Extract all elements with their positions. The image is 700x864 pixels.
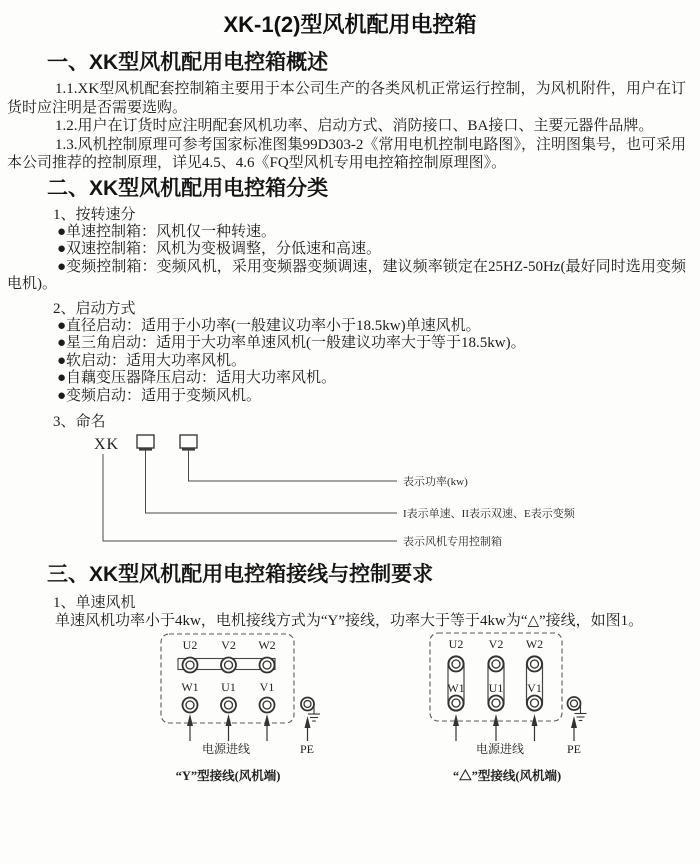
- naming-label-type: 表示风机专用控制箱: [403, 536, 502, 548]
- speed-item-vfd: ●变频控制箱：变频风机，采用变频器变频调速，建议频率锁定在25HZ-50Hz(最好同时选用变频电机)。: [7, 258, 686, 292]
- terminal: [489, 656, 504, 671]
- wiring-diagrams: [0, 631, 700, 800]
- arrow-up-icon: [305, 716, 311, 741]
- section-classification-heading: 二、XK型风机配用电控箱分类: [47, 176, 329, 200]
- pe-terminal: [301, 697, 314, 710]
- naming-title: 3、命名: [53, 414, 106, 430]
- naming-code-box: [137, 435, 154, 450]
- terminal: [260, 697, 275, 712]
- terminal: [527, 656, 542, 671]
- section-overview-heading: 一、XK型风机配用电控箱概述: [47, 51, 329, 74]
- terminal: [221, 697, 236, 712]
- terminal-label: U2: [182, 637, 198, 652]
- pe-label: PE: [566, 741, 582, 756]
- page-title: XK-1(2)型风机配用电控箱: [223, 12, 477, 37]
- arrow-up-icon: [264, 714, 270, 741]
- terminal: [221, 657, 236, 672]
- naming-code-box: [180, 435, 197, 450]
- by-speed-title: 1、按转速分: [53, 206, 136, 223]
- arrow-up-icon: [493, 714, 499, 741]
- terminal-label: W2: [258, 637, 276, 652]
- leader-line-type: [103, 454, 397, 541]
- naming-diagram: [0, 431, 700, 559]
- terminal: [183, 697, 198, 712]
- y-connection-diagram: [161, 634, 320, 783]
- single-speed-title: 1、单速风机: [53, 595, 136, 611]
- terminal-label: U1: [488, 680, 504, 695]
- terminal-label: W2: [525, 636, 544, 651]
- start-item-autotransformer: ●自藕变压器降压启动：适用大功率风机。: [57, 370, 337, 386]
- diagram-caption: “Y”型接线(风机端): [175, 768, 281, 783]
- terminal-label: V2: [488, 636, 504, 651]
- terminal: [449, 656, 464, 671]
- pe-label: PE: [299, 741, 315, 756]
- terminal: [449, 695, 464, 710]
- terminal: [260, 657, 275, 672]
- terminal-label: W1: [181, 679, 199, 694]
- speed-item-double: ●双速控制箱：风机为变极调整，分低速和高速。: [57, 241, 382, 257]
- naming-code-prefix: XK: [94, 436, 120, 453]
- delta-connection-diagram: [430, 633, 587, 783]
- diagram-caption: “△”型接线(风机端): [452, 768, 562, 783]
- start-item-soft: ●软启动：适用大功率风机。: [57, 352, 247, 369]
- terminal-label: V1: [527, 680, 542, 695]
- overview-paragraph-1: 1.1.XK型风机配套控制箱主要用于本公司生产的各类风机正常运行控制，为风机附件，用户在订货时应注明是否需要选购。: [7, 81, 686, 116]
- by-start-title: 2、启动方式: [53, 300, 136, 317]
- overview-paragraph-2: 1.2.用户在订货时应注明配套风机功率、启动方式、消防接口、BA接口、主要元器件品牌。: [55, 118, 654, 134]
- page: [0, 10, 700, 864]
- arrow-up-icon: [187, 714, 193, 741]
- terminal: [489, 695, 504, 710]
- power-in-label: 电源进线: [201, 741, 251, 756]
- pe-terminal: [568, 697, 581, 710]
- terminal-label: W1: [447, 680, 465, 695]
- overview-paragraph-3: 1.3.风机控制原理可参考国家标准图集99D303-2《常用电机控制电路图》，注明图集号，也可采用本公司推荐的控制原理，详见4.5、4.6《FQ型风机专用电控箱控制原理图》。: [7, 136, 686, 171]
- terminal: [183, 657, 198, 672]
- terminal-label: V1: [259, 679, 275, 694]
- start-item-direct: ●直径启动：适用于小功率(一般建议功率小于18.5kw)单速风机。: [57, 317, 481, 334]
- leader-line-power: [189, 450, 398, 481]
- wiring-paragraph: 单速风机功率小于4kw，电机接线方式为“Y”接线，功率大于等于4kw为“△”接线，如图1。: [55, 613, 644, 629]
- document-page: [0, 10, 700, 864]
- terminal-label: V2: [221, 637, 236, 652]
- arrow-up-icon: [226, 714, 232, 741]
- naming-label-power: 表示功率(kw): [403, 476, 468, 488]
- terminal: [527, 695, 542, 710]
- section-wiring-heading: 三、XK型风机配用电控箱接线与控制要求: [47, 563, 434, 586]
- arrow-up-icon: [571, 716, 577, 741]
- speed-item-single: ●单速控制箱：风机仅一种转速。: [57, 223, 277, 240]
- start-item-star-delta: ●星三角启动：适用于大功率单速风机(一般建议功率大于等于18.5kw)。: [57, 335, 526, 351]
- terminal-label: U1: [221, 679, 236, 694]
- arrow-up-icon: [453, 714, 459, 741]
- arrow-up-icon: [532, 714, 538, 741]
- terminal-label: U2: [448, 636, 464, 651]
- power-in-label: 电源进线: [475, 741, 525, 756]
- naming-label-speed: I表示单速、II表示双速、E表示变频: [403, 508, 575, 520]
- start-item-vfd: ●变频启动：适用于变频风机。: [57, 387, 262, 404]
